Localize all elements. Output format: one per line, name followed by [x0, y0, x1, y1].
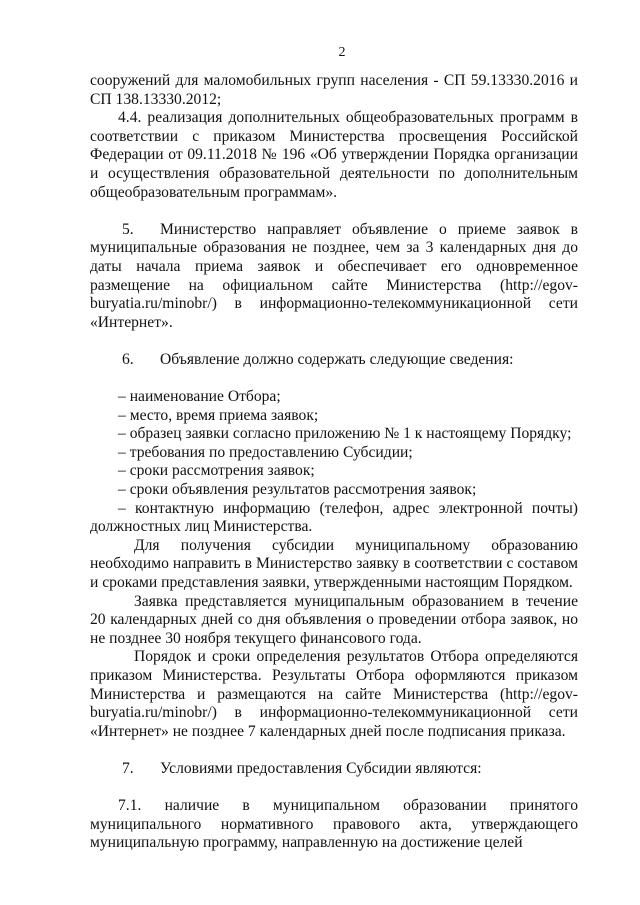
- paragraph-7-1: 7.1. наличие в муниципальном образовании принятого муниципального нормативного правового акта, утверждающего муниципальную программу, направленную на достижение целей: [90, 797, 578, 852]
- spacer: [90, 370, 578, 389]
- spacer: [90, 779, 578, 798]
- paragraph-continuation: сооружений для маломобильных групп населения - СП 59.13330.2016 и СП 138.13330.2012;: [90, 72, 578, 108]
- list-item: – сроки рассмотрения заявок;: [118, 462, 315, 480]
- paragraph-obtaining-subsidy: Для получения субсидии муниципальному образованию необходимо направить в Министерство заявку в соответствии с составом и сроками представления заявки, утвержденными настоящим Порядком.: [90, 536, 578, 592]
- paragraph-4-4: 4.4. реализация дополнительных общеобразовательных программ в соответствии с приказом Министерства просвещения Российской Федерации от 09.11.2018 № 196 «Об утверждении Порядка организации и осуществления образовательной деятельности по дополнительным общеобразовательным программам».: [90, 109, 578, 201]
- paragraph-5-number: 5.: [122, 220, 134, 238]
- spacer: [90, 741, 578, 760]
- paragraph-6-number: 6.: [122, 350, 134, 368]
- paragraph-7-number: 7.: [122, 759, 134, 777]
- paragraph-6-text: Объявление должно содержать следующие сведения:: [160, 350, 514, 368]
- paragraph-6: [90, 351, 578, 370]
- spacer: [90, 332, 578, 351]
- paragraph-5: [90, 221, 578, 333]
- paragraph-7: [90, 760, 578, 779]
- paragraph-5-text: Министерство направляет объявление о приеме заявок в муниципальные образования не позднее, чем за 3 календарных дня до даты начала приема заявок и обеспечивает его одновременное размещение на официальном сайте Министерства (http://egov-buryatia.ru/minobr/) в информационно-телекоммуникационной сети «Интернет».: [90, 220, 578, 331]
- paragraph-7-text: Условиями предоставления Субсидии являются:: [160, 759, 482, 777]
- list-item: – контактную информацию (телефон, адрес электронной почты) должностных лиц Министерства.: [90, 499, 578, 536]
- list-item: – место, время приема заявок;: [118, 406, 319, 424]
- list-item: – наименование Отбора;: [118, 388, 281, 406]
- list-item: – требования по предоставлению Субсидии;: [118, 443, 413, 461]
- page-number: 2: [338, 45, 346, 60]
- spacer: [90, 202, 578, 221]
- paragraph-application: Заявка представляется муниципальным образованием в течение 20 календарных дней со дня объявления о проведении отбора заявок, но не позднее 30 ноября текущего финансового года.: [90, 592, 578, 647]
- list-item: – сроки объявления результатов рассмотрения заявок;: [118, 481, 477, 499]
- paragraph-results-order: Порядок и сроки определения результатов Отбора определяются приказом Министерства. Результаты Отбора оформляются приказом Министерства и размещаются на сайте Министерства (http://egov-buryatia.ru/minobr/) в информационно-телекоммуникационной сети «Интернет» не позднее 7 календарных дней после подписания приказа.: [90, 648, 578, 740]
- list-item: – образец заявки согласно приложению № 1 к настоящему Порядку;: [118, 425, 572, 443]
